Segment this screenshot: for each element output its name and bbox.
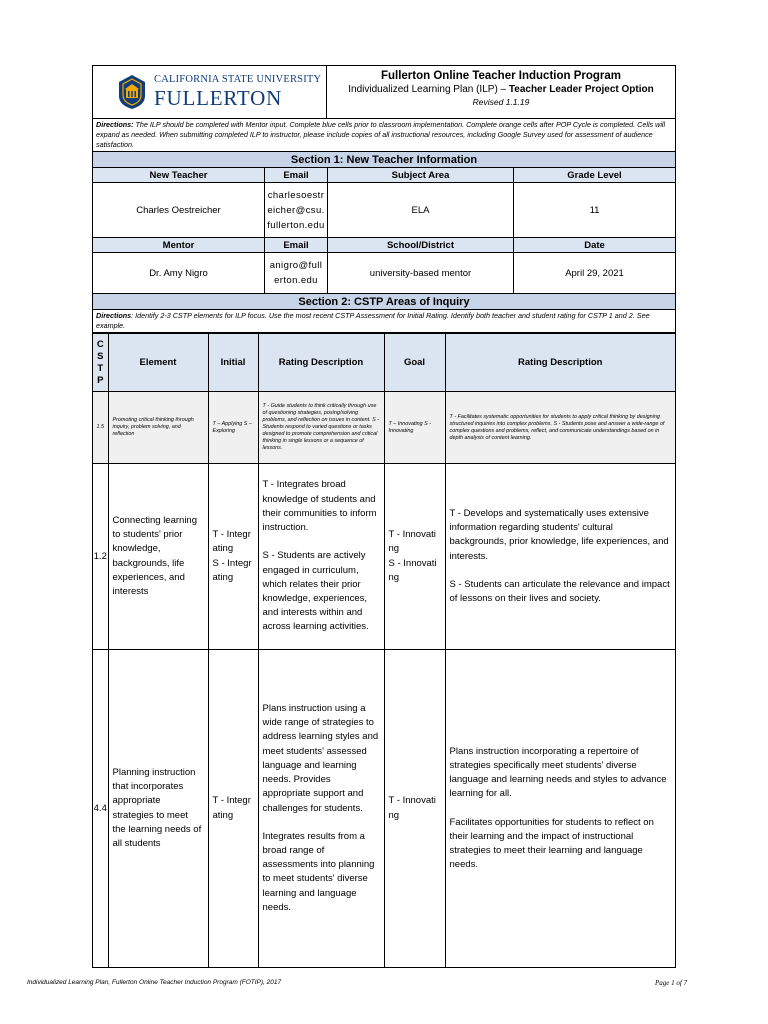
- element-text: Planning instruction that incorporates appropriate strategies to meet the learning needs of all students: [108, 650, 208, 968]
- revision-label: Revised 1.1.19: [472, 97, 530, 107]
- cstp-header: C S T P: [93, 334, 108, 392]
- university-logo: [93, 66, 327, 118]
- example-element: Promoting critical thinking through inquiry, problem solving, and reflection: [108, 392, 208, 464]
- example-goal: T – Innovating S - Innovating: [384, 392, 445, 464]
- section-1-title: Section 1: New Teacher Information: [93, 152, 675, 168]
- initial-rating: T - Integrating: [208, 650, 258, 968]
- school-district: university-based mentor: [328, 253, 514, 293]
- mentor-header-row: Mentor Email School/District Date: [93, 238, 675, 253]
- example-row: [93, 392, 675, 464]
- mentor-email: anigro@fullerton.edu: [265, 253, 328, 293]
- goal-rating: T - Innovating S - Innovating: [384, 464, 445, 650]
- cstp-row: [93, 650, 675, 968]
- example-initial: T – Applying S – Exploring: [208, 392, 258, 464]
- cstp-header-row: C S T P Element Initial Rating Description Goal Rating Description: [93, 334, 675, 392]
- cstp-number: 1.2: [93, 464, 108, 650]
- element-text: Connecting learning to students' prior knowledge, backgrounds, life experiences, and interests: [108, 464, 208, 650]
- cstp-row: [93, 464, 675, 650]
- ilp-document: [92, 65, 676, 968]
- mentor-name: Dr. Amy Nigro: [93, 253, 265, 293]
- logo-campus-name: FULLERTON: [154, 85, 283, 110]
- teacher-email: charlesoestreicher@csu.fullerton.edu: [265, 183, 328, 237]
- date-value: April 29, 2021: [565, 267, 624, 279]
- goal-rating: T - Innovating: [384, 650, 445, 968]
- directions-text: Directions: The ILP should be completed with Mentor input. Complete blue cells prior to classroom implementation. Complete orange cells after POP Cycle is completed. Cells will expand as needed. When submitting completed ILP to instructor, please include copies of all instructional resources, including Google Survey used for assessment of audience satisfaction.: [93, 119, 675, 152]
- grade-level: 11: [589, 204, 600, 216]
- plan-title: Individualized Learning Plan (ILP) – Teacher Leader Project Option: [348, 84, 654, 95]
- cstp-number: 4.4: [93, 650, 108, 968]
- goal-rating-description: Plans instruction incorporating a repertoire of strategies specifically meet students' diverse language and learning needs and styles to advance learning for all. Facilitates opportunities for students to reflect on their learning and the impact of instructional strategies to meet their learning and language needs.: [445, 650, 675, 968]
- footer-page-number: Page 1 of 7: [655, 979, 688, 987]
- example-rating-description: T - Guide students to think critically through use of questioning strategies, posing/solving problems, and reflection on issues in content. S - Students respond to varied questions or tasks designed to promote comprehension and critical thinking in single lessons or a sequence of lessons.: [258, 392, 384, 464]
- footer-document-title: Individualized Learning Plan, Fullerton Online Teacher Induction Program (FOTIP), 2017: [27, 979, 282, 986]
- teacher-header-row: New Teacher Email Subject Area Grade Level: [93, 168, 675, 183]
- initial-rating: T - Integrating S - Integrating: [208, 464, 258, 650]
- initial-rating-description: Plans instruction using a wide range of strategies to address learning styles and meet students' assessed language and learning needs. Provides appropriate support and challenges for students. Integrates results from a broad range of assessments into planning to meet students' diverse learning and language needs.: [258, 650, 384, 968]
- document-titles: [327, 66, 675, 118]
- section-2-title: Section 2: CSTP Areas of Inquiry: [93, 294, 675, 310]
- initial-rating-description: T - Integrates broad knowledge of students and their communities to inform instruction. S - Students are actively engaged in curriculum, which relates their prior knowledge, experiences, and interests within and across learning activities.: [258, 464, 384, 650]
- section-2-directions: Directions: Identify 2-3 CSTP elements for ILP focus. Use the most recent CSTP Assessment for Initial Rating. Identify both teacher and student rating for CSTP 1 and 2. See example.: [93, 310, 675, 333]
- teacher-info-row: [93, 183, 675, 238]
- subject-area: ELA: [328, 183, 514, 237]
- mentor-info-row: [93, 253, 675, 294]
- program-title: Fullerton Online Teacher Induction Program: [380, 70, 622, 82]
- teacher-name: Charles Oestreicher: [93, 183, 265, 237]
- document-header: [93, 66, 675, 119]
- cstp-table: [93, 333, 675, 968]
- university-seal-icon: [117, 74, 147, 110]
- example-goal-description: T - Facilitates systematic opportunities for students to apply critical thinking by designing structured inquiries into complex problems. S - Students pose and answer a wide-range of complex questions and problems, reflect, and communicate understandings based on in depth analysis of content learning.: [445, 392, 675, 464]
- logo-university-name: CALIFORNIA STATE UNIVERSITY: [154, 74, 322, 86]
- goal-rating-description: T - Develops and systematically uses extensive information regarding students' cultural backgrounds, prior knowledge, life experiences, and interests. S - Students can articulate the relevance and impact of lessons on their lives and society.: [445, 464, 675, 650]
- example-cstp: 1.5: [93, 392, 108, 464]
